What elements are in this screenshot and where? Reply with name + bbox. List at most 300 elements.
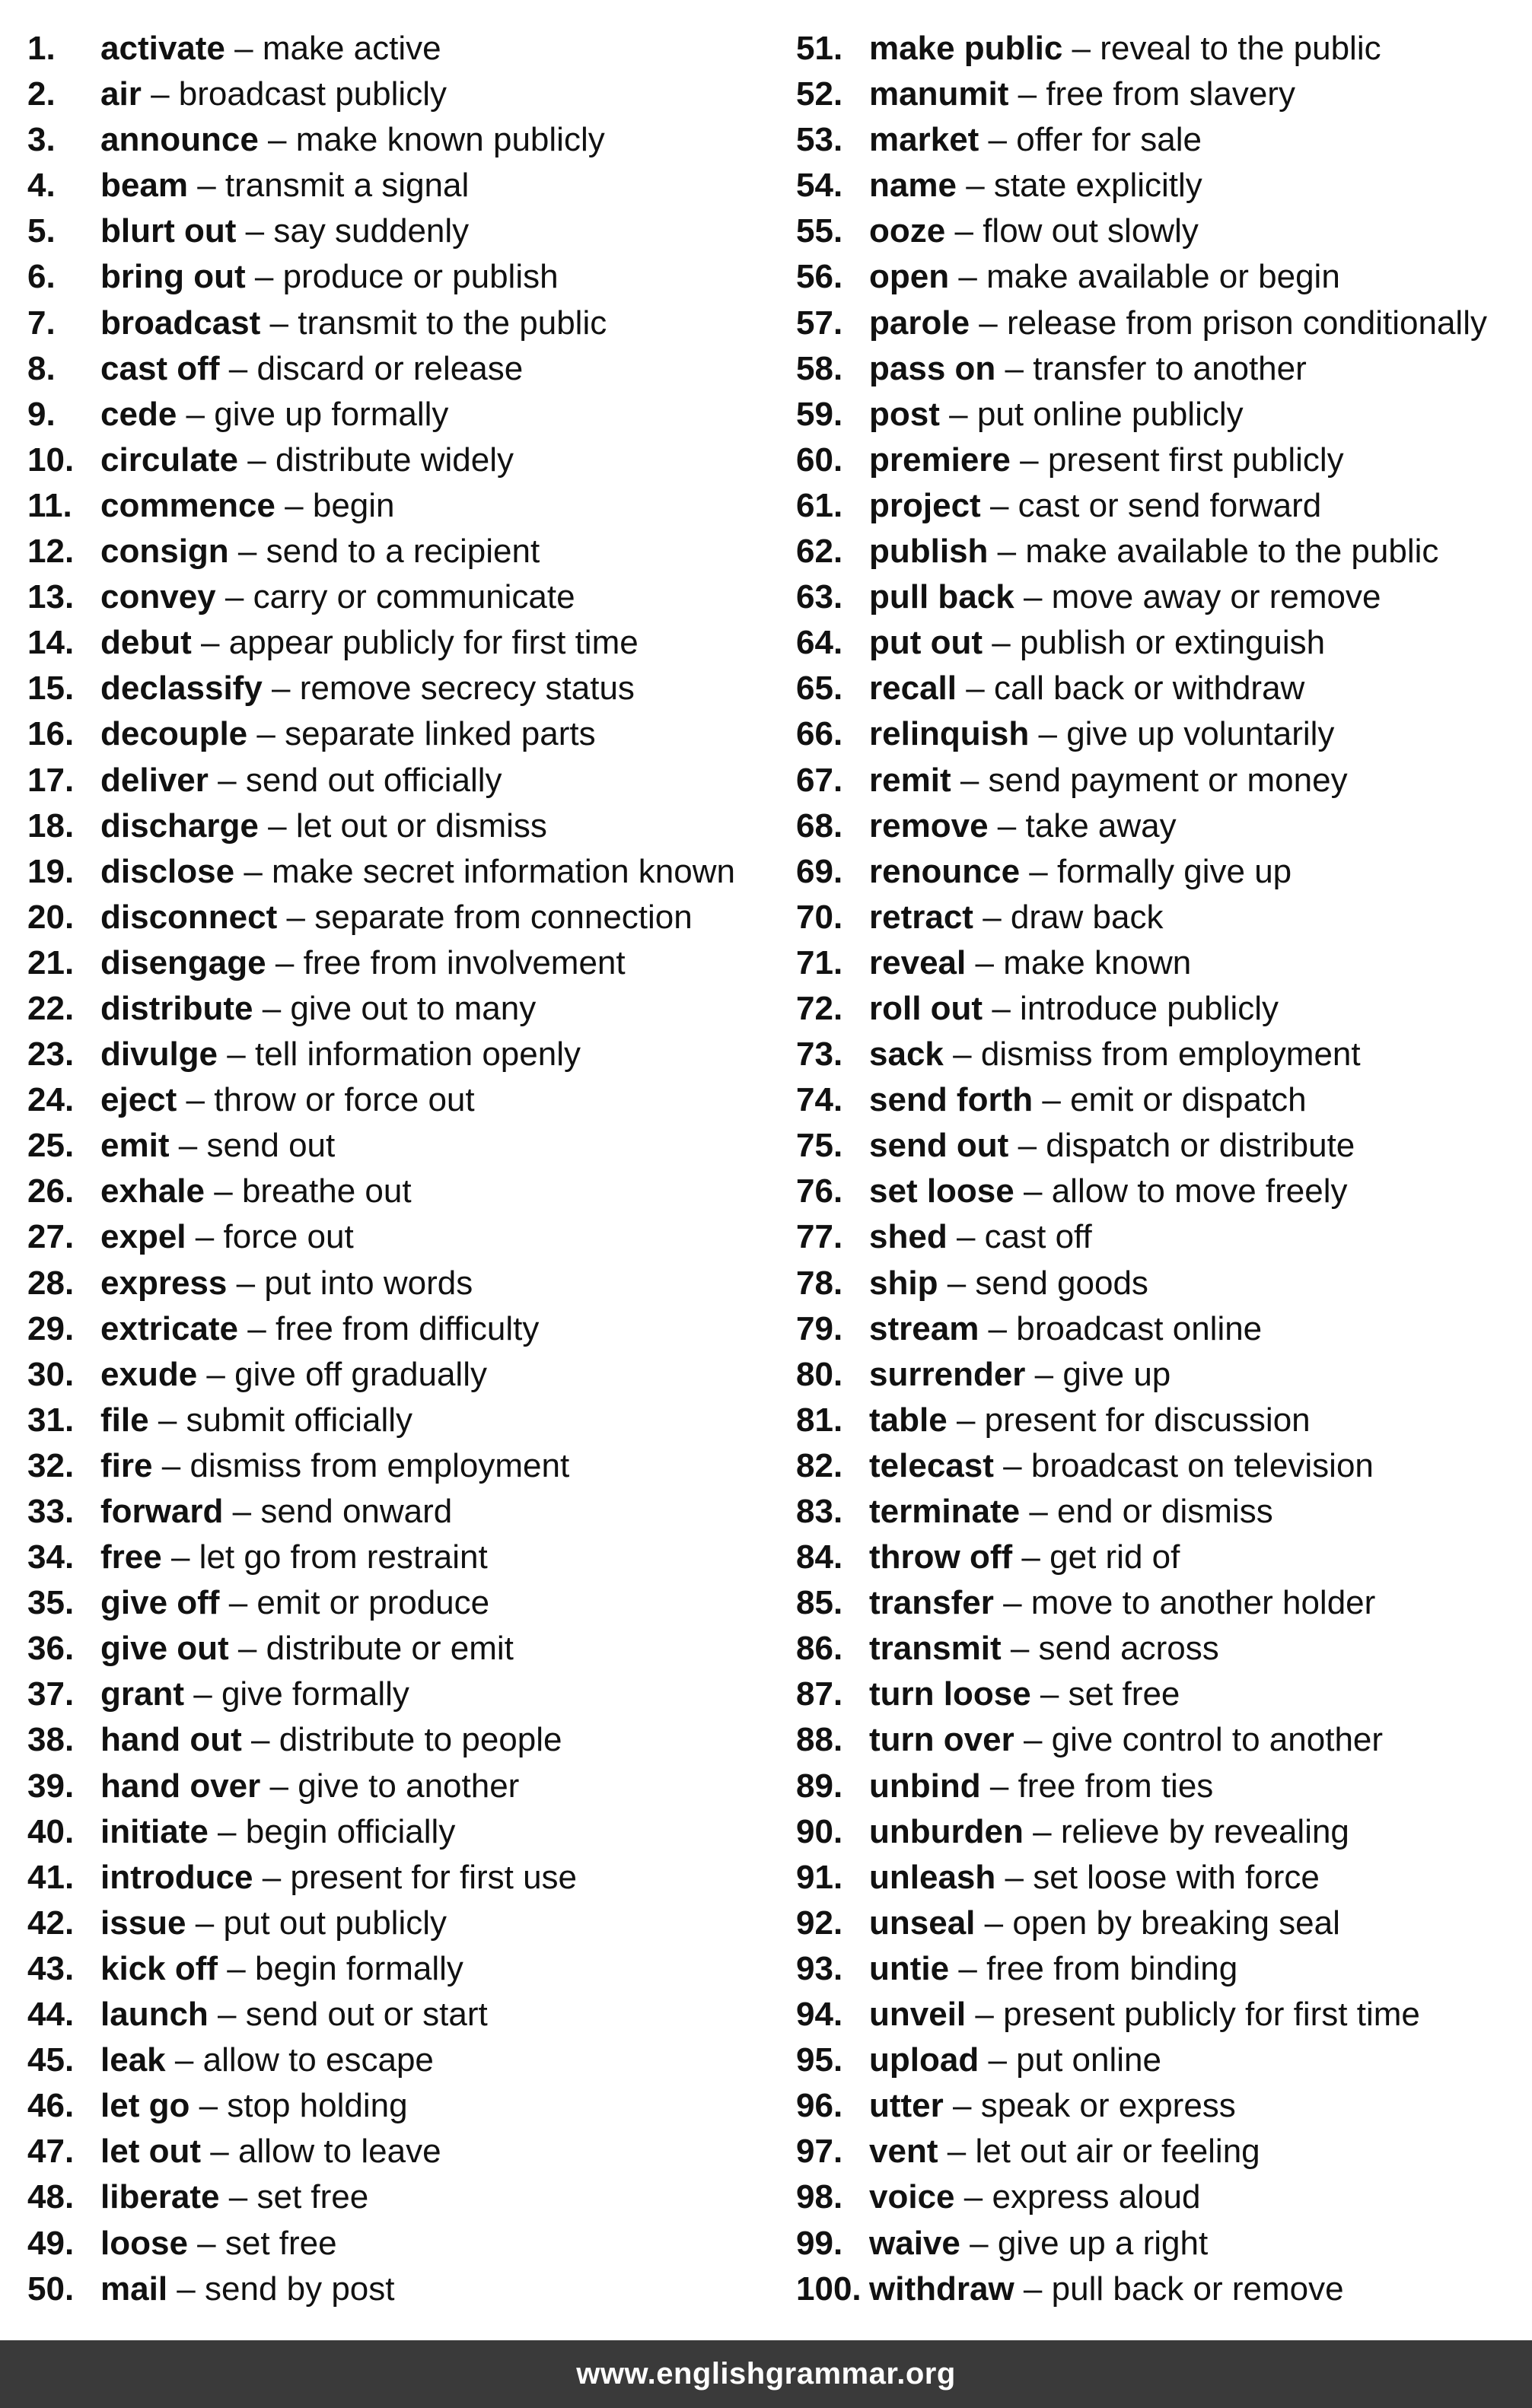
entry-number: 51. — [796, 30, 843, 67]
entry-word: let out — [100, 2133, 201, 2171]
entry-number: 24. — [27, 1081, 75, 1119]
entry-number: 23. — [27, 1035, 75, 1074]
entry-definition: produce or publish — [282, 258, 559, 296]
entry-dash-separator: – — [1033, 1812, 1052, 1850]
entry-word: surrender — [869, 1355, 1026, 1393]
entry-dash-separator: – — [228, 2178, 248, 2216]
entry-word: remit — [869, 761, 951, 799]
word-entry — [27, 1352, 781, 1398]
entry-word: recall — [869, 670, 957, 708]
entry-word: vent — [869, 2133, 938, 2171]
entry-definition: broadcast on television — [1030, 1446, 1374, 1484]
word-entry — [796, 758, 1527, 803]
entry-number: 14. — [27, 624, 75, 662]
entry-number: 78. — [796, 1264, 843, 1302]
entry-definition: take away — [1025, 806, 1177, 845]
entry-dash-separator: – — [983, 898, 1002, 936]
entry-dash-separator: – — [1021, 1538, 1040, 1576]
word-entry — [796, 2037, 1527, 2083]
entry-definition: make active — [262, 30, 441, 67]
entry-word: turn over — [869, 1721, 1014, 1759]
entry-word: table — [869, 1401, 948, 1439]
word-entry — [796, 163, 1527, 208]
entry-number: 87. — [796, 1675, 843, 1713]
entry-dash-separator: – — [1020, 441, 1039, 479]
entry-definition: dismiss from employment — [190, 1446, 570, 1484]
word-entry — [27, 1489, 781, 1535]
entry-dash-separator: – — [254, 258, 274, 296]
entry-definition: send to a recipient — [266, 533, 540, 571]
entry-word: leak — [100, 2041, 166, 2079]
entry-definition: publish or extinguish — [1020, 624, 1326, 662]
entry-definition: send payment or money — [988, 761, 1348, 799]
entry-number: 72. — [796, 989, 843, 1027]
entry-number: 15. — [27, 670, 75, 708]
entry-definition: move to another holder — [1030, 1584, 1376, 1622]
word-entry — [27, 2221, 781, 2266]
entry-word: remove — [869, 806, 989, 845]
entry-definition: send out or start — [245, 1996, 488, 2034]
entry-definition: allow to escape — [202, 2041, 434, 2079]
entry-definition: dispatch or distribute — [1046, 1127, 1355, 1165]
entry-dash-separator: – — [210, 2133, 229, 2171]
entry-definition: relieve by revealing — [1060, 1812, 1349, 1850]
entry-dash-separator: – — [250, 1721, 270, 1759]
entry-dash-separator: – — [151, 75, 170, 113]
entry-definition: give up a right — [997, 2224, 1209, 2262]
entry-number: 55. — [796, 212, 843, 250]
entry-number: 79. — [796, 1309, 843, 1347]
word-entry — [27, 2174, 781, 2220]
entry-dash-separator: – — [1018, 1127, 1037, 1165]
word-entry — [27, 346, 781, 392]
entry-number: 3. — [27, 121, 56, 159]
word-entry — [27, 1306, 781, 1352]
entry-word: broadcast — [100, 304, 261, 342]
entry-definition: set loose with force — [1033, 1858, 1320, 1896]
entry-definition: allow to move freely — [1051, 1172, 1348, 1210]
entry-definition: stop holding — [227, 2087, 408, 2125]
entry-number: 86. — [796, 1630, 843, 1668]
entry-dash-separator: – — [966, 167, 985, 205]
entry-word: exhale — [100, 1172, 205, 1210]
entry-dash-separator: – — [956, 1218, 976, 1256]
word-entry — [27, 2037, 781, 2083]
entry-dash-separator: – — [1005, 1858, 1024, 1896]
entry-number: 29. — [27, 1309, 75, 1347]
word-entry — [796, 2266, 1527, 2312]
entry-dash-separator: – — [953, 2087, 972, 2125]
entry-dash-separator: – — [956, 1401, 976, 1439]
word-entry — [796, 1946, 1527, 1992]
word-entry — [796, 2083, 1527, 2129]
entry-dash-separator: – — [286, 898, 305, 936]
entry-dash-separator: – — [218, 1812, 237, 1850]
entry-dash-separator: – — [1023, 1172, 1043, 1210]
entry-number: 48. — [27, 2178, 75, 2216]
entry-definition: emit or produce — [256, 1584, 490, 1622]
word-entry — [27, 1809, 781, 1855]
entry-word: disclose — [100, 852, 235, 890]
entry-definition: put into words — [264, 1264, 473, 1302]
entry-dash-separator: – — [1042, 1081, 1061, 1119]
entry-dash-separator: – — [199, 2087, 218, 2125]
entry-word: roll out — [869, 989, 983, 1027]
entry-definition: make available or begin — [986, 258, 1340, 296]
entry-definition: set free — [256, 2178, 369, 2216]
word-entry — [27, 2129, 781, 2174]
word-entry — [27, 163, 781, 208]
entry-dash-separator: – — [228, 1584, 248, 1622]
word-entry — [27, 1855, 781, 1901]
entry-number: 69. — [796, 852, 843, 890]
entry-number: 63. — [796, 578, 843, 616]
entry-number: 96. — [796, 2087, 843, 2125]
entry-definition: cast off — [984, 1218, 1092, 1256]
word-entry — [27, 895, 781, 940]
word-entry — [27, 301, 781, 346]
word-entry — [27, 392, 781, 437]
entry-dash-separator: – — [269, 304, 289, 342]
entry-definition: breathe out — [241, 1172, 412, 1210]
entry-dash-separator: – — [247, 441, 266, 479]
word-entry — [27, 849, 781, 895]
entry-word: commence — [100, 486, 276, 524]
entry-word: reveal — [869, 943, 967, 981]
entry-dash-separator: – — [1003, 1446, 1022, 1484]
entry-number: 49. — [27, 2224, 75, 2262]
entry-dash-separator: – — [1010, 1630, 1030, 1668]
entry-dash-separator: – — [197, 167, 216, 205]
entry-number: 6. — [27, 258, 56, 296]
entry-dash-separator: – — [958, 1949, 977, 1987]
entry-definition: cast or send forward — [1018, 486, 1322, 524]
entry-definition: present publicly for first time — [1003, 1996, 1420, 2034]
entry-number: 76. — [796, 1172, 843, 1210]
entry-dash-separator: – — [236, 1264, 256, 1302]
entry-number: 12. — [27, 533, 75, 571]
entry-word: cast off — [100, 349, 220, 387]
entry-word: voice — [869, 2178, 955, 2216]
word-entry — [27, 1580, 781, 1626]
word-entry — [27, 711, 781, 757]
entry-number: 66. — [796, 715, 843, 753]
entry-number: 38. — [27, 1721, 75, 1759]
entry-definition: free from involvement — [303, 943, 626, 981]
entry-word: upload — [869, 2041, 979, 2079]
entry-word: loose — [100, 2224, 188, 2262]
entry-definition: set free — [225, 2224, 337, 2262]
word-entry — [796, 1901, 1527, 1946]
word-entry — [796, 301, 1527, 346]
entry-number: 2. — [27, 75, 56, 113]
entry-number: 33. — [27, 1493, 75, 1530]
word-entry — [796, 1214, 1527, 1260]
entry-dash-separator: – — [947, 1264, 967, 1302]
word-entry — [27, 574, 781, 620]
entry-definition: speak or express — [980, 2087, 1236, 2125]
entry-word: unburden — [869, 1812, 1024, 1850]
entry-dash-separator: – — [963, 2178, 983, 2216]
entry-number: 61. — [796, 486, 843, 524]
entry-definition: send out — [206, 1127, 336, 1165]
entry-word: mail — [100, 2270, 168, 2308]
entry-definition: begin — [312, 486, 395, 524]
entry-definition: give formally — [221, 1675, 409, 1713]
entry-word: open — [869, 258, 950, 296]
word-entry — [796, 1580, 1527, 1626]
footer-bar — [0, 2340, 1532, 2408]
word-entry — [796, 26, 1527, 72]
word-entry — [796, 1123, 1527, 1169]
entry-dash-separator: – — [992, 624, 1011, 662]
entry-dash-separator: – — [1023, 578, 1043, 616]
word-entry — [796, 1672, 1527, 1717]
entry-definition: say suddenly — [273, 212, 470, 250]
entry-word: waive — [869, 2224, 960, 2262]
entry-word: consign — [100, 533, 229, 571]
entry-dash-separator: – — [1023, 1721, 1043, 1759]
entry-word: shed — [869, 1218, 948, 1256]
entry-number: 35. — [27, 1584, 75, 1622]
entry-word: renounce — [869, 852, 1021, 890]
entry-definition: present first publicly — [1047, 441, 1344, 479]
entry-dash-separator: – — [960, 761, 979, 799]
entry-word: manumit — [869, 75, 1009, 113]
entry-word: announce — [100, 121, 259, 159]
entry-number: 43. — [27, 1949, 75, 1987]
word-entry — [796, 117, 1527, 163]
entry-dash-separator: – — [275, 943, 295, 981]
entry-definition: make secret information known — [272, 852, 735, 890]
entry-word: expel — [100, 1218, 186, 1256]
entry-word: terminate — [869, 1493, 1021, 1530]
word-entry — [27, 803, 781, 849]
entry-word: unveil — [869, 1996, 967, 2034]
entry-definition: force out — [223, 1218, 354, 1256]
word-entry — [796, 666, 1527, 711]
entry-dash-separator: – — [954, 212, 973, 250]
word-entry — [796, 254, 1527, 300]
word-entry — [796, 711, 1527, 757]
word-entry — [796, 1626, 1527, 1672]
entry-definition: remove secrecy status — [299, 670, 635, 708]
entry-word: bring out — [100, 258, 246, 296]
entry-word: issue — [100, 1904, 186, 1942]
entry-definition: send goods — [975, 1264, 1148, 1302]
entry-number: 75. — [796, 1127, 843, 1165]
entry-number: 82. — [796, 1446, 843, 1484]
entry-number: 46. — [27, 2087, 75, 2125]
entry-number: 92. — [796, 1904, 843, 1942]
entry-number: 62. — [796, 533, 843, 571]
entry-definition: make known publicly — [295, 121, 605, 159]
entry-definition: throw or force out — [214, 1081, 475, 1119]
entry-dash-separator: – — [237, 1630, 257, 1668]
word-entry — [27, 1261, 781, 1306]
entry-number: 83. — [796, 1493, 843, 1530]
word-entry — [796, 2129, 1527, 2174]
entry-word: eject — [100, 1081, 177, 1119]
entry-definition: begin formally — [255, 1949, 463, 1987]
entry-number: 56. — [796, 258, 843, 296]
word-entry — [27, 72, 781, 117]
entry-dash-separator: – — [992, 989, 1011, 1027]
entry-word: give off — [100, 1584, 220, 1622]
word-entry — [27, 1672, 781, 1717]
entry-number: 77. — [796, 1218, 843, 1256]
word-entry — [796, 986, 1527, 1032]
entry-number: 93. — [796, 1949, 843, 1987]
word-entry — [796, 620, 1527, 666]
entry-dash-separator: – — [285, 486, 304, 524]
entry-definition: broadcast online — [1016, 1309, 1263, 1347]
entry-definition: give out to many — [290, 989, 537, 1027]
entry-dash-separator: – — [197, 2224, 216, 2262]
entry-dash-separator: – — [997, 533, 1017, 571]
entry-definition: transmit to the public — [298, 304, 607, 342]
word-entry — [27, 1443, 781, 1489]
entry-number: 34. — [27, 1538, 75, 1576]
entry-number: 88. — [796, 1721, 843, 1759]
word-entry — [27, 986, 781, 1032]
word-entry — [796, 437, 1527, 483]
word-entry — [796, 895, 1527, 940]
entry-dash-separator: – — [186, 1081, 205, 1119]
entry-dash-separator: – — [170, 1538, 190, 1576]
entry-dash-separator: – — [227, 1949, 246, 1987]
entry-word: relinquish — [869, 715, 1030, 753]
entry-definition: reveal to the public — [1100, 30, 1381, 67]
entry-definition: let out or dismiss — [295, 806, 547, 845]
word-entry — [796, 1992, 1527, 2037]
entry-word: debut — [100, 624, 192, 662]
entry-number: 40. — [27, 1812, 75, 1850]
entry-definition: give up voluntarily — [1066, 715, 1335, 753]
entry-number: 31. — [27, 1401, 75, 1439]
entry-definition: give up — [1062, 1355, 1171, 1393]
entry-number: 70. — [796, 898, 843, 936]
entry-number: 57. — [796, 304, 843, 342]
entry-number: 28. — [27, 1264, 75, 1302]
entry-word: turn loose — [869, 1675, 1031, 1713]
entry-number: 5. — [27, 212, 56, 250]
word-entry — [796, 1077, 1527, 1123]
entry-number: 17. — [27, 761, 75, 799]
entry-number: 99. — [796, 2224, 843, 2262]
word-entry — [27, 208, 781, 254]
word-entry — [27, 1717, 781, 1763]
entry-number: 42. — [27, 1904, 75, 1942]
entry-word: retract — [869, 898, 973, 936]
entry-definition: put online publicly — [976, 395, 1244, 433]
entry-word: divulge — [100, 1035, 218, 1074]
entry-number: 80. — [796, 1355, 843, 1393]
entry-word: emit — [100, 1127, 170, 1165]
entry-dash-separator: – — [997, 806, 1017, 845]
entry-number: 22. — [27, 989, 75, 1027]
entry-number: 45. — [27, 2041, 75, 2079]
entry-definition: carry or communicate — [253, 578, 575, 616]
entry-number: 44. — [27, 1996, 75, 2034]
entry-dash-separator: – — [1072, 30, 1091, 67]
word-entry — [27, 1946, 781, 1992]
entry-dash-separator: – — [984, 1904, 1004, 1942]
entry-word: hand out — [100, 1721, 242, 1759]
word-entry — [27, 758, 781, 803]
word-entry — [27, 2266, 781, 2312]
entry-dash-separator: – — [988, 2041, 1007, 2079]
entry-number: 91. — [796, 1858, 843, 1896]
entry-definition: express aloud — [992, 2178, 1201, 2216]
entry-definition: send across — [1038, 1630, 1219, 1668]
entry-number: 64. — [796, 624, 843, 662]
entry-number: 90. — [796, 1812, 843, 1850]
entry-number: 58. — [796, 349, 843, 387]
word-entry — [796, 346, 1527, 392]
entry-word: deliver — [100, 761, 209, 799]
entry-dash-separator: – — [966, 670, 985, 708]
word-entry — [27, 1626, 781, 1672]
entry-word: activate — [100, 30, 225, 67]
entry-dash-separator: – — [232, 1493, 252, 1530]
entry-number: 98. — [796, 2178, 843, 2216]
entry-definition: call back or withdraw — [993, 670, 1305, 708]
entry-word: initiate — [100, 1812, 209, 1850]
word-entry — [796, 2174, 1527, 2220]
entry-word: fire — [100, 1446, 153, 1484]
entry-dash-separator: – — [244, 852, 263, 890]
word-entry — [796, 1306, 1527, 1352]
entry-word: ship — [869, 1264, 938, 1302]
word-entry — [27, 1992, 781, 2037]
entry-word: decouple — [100, 715, 248, 753]
entry-definition: send by post — [205, 2270, 395, 2308]
entry-word: untie — [869, 1949, 950, 1987]
entry-definition: open by breaking seal — [1012, 1904, 1340, 1942]
entry-number: 68. — [796, 806, 843, 845]
entry-number: 27. — [27, 1218, 75, 1256]
entry-dash-separator: – — [1040, 1675, 1059, 1713]
entry-definition: transmit a signal — [225, 167, 470, 205]
word-entry — [796, 1489, 1527, 1535]
entry-dash-separator: – — [953, 1035, 972, 1074]
entry-number: 50. — [27, 2270, 75, 2308]
word-entry — [796, 529, 1527, 574]
entry-definition: present for discussion — [984, 1401, 1311, 1439]
entry-number: 71. — [796, 943, 843, 981]
entry-definition: free from binding — [986, 1949, 1238, 1987]
entry-dash-separator: – — [218, 761, 237, 799]
word-entry — [796, 1535, 1527, 1580]
entry-number: 18. — [27, 806, 75, 845]
entry-dash-separator: – — [1029, 1493, 1048, 1530]
entry-number: 10. — [27, 441, 75, 479]
entry-number: 89. — [796, 1767, 843, 1805]
entry-word: send forth — [869, 1081, 1034, 1119]
entry-word: sack — [869, 1035, 944, 1074]
entry-number: 26. — [27, 1172, 75, 1210]
entry-dash-separator: – — [245, 212, 265, 250]
entry-number: 30. — [27, 1355, 75, 1393]
footer-website-url[interactable]: www.englishgrammar.org — [576, 2357, 956, 2391]
entry-definition: give to another — [298, 1767, 520, 1805]
word-entry — [796, 208, 1527, 254]
entry-definition: send onward — [260, 1493, 453, 1530]
entry-definition: distribute to people — [279, 1721, 562, 1759]
word-entry — [27, 26, 781, 72]
entry-number: 16. — [27, 715, 75, 753]
